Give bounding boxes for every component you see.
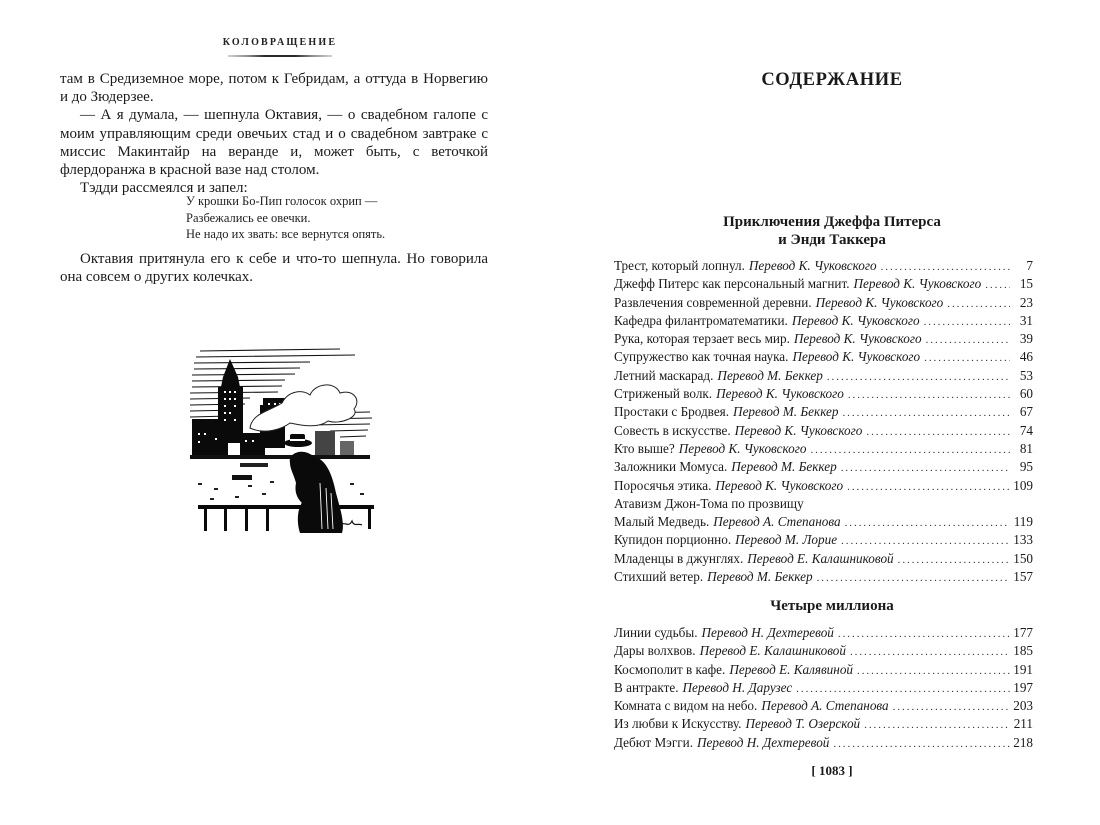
toc-entry[interactable] [614,257,1033,275]
toc-entry-title: Дары волхвов. [614,643,696,659]
toc-entry[interactable] [614,312,1033,330]
toc-entry[interactable] [614,715,1033,733]
dot-leader [842,404,1010,421]
toc-entry[interactable] [614,477,1033,495]
toc-entry-title: Кто выше? [614,440,675,456]
toc-entry-translator: Перевод К. Чуковского [815,294,944,310]
dot-leader [810,441,1010,458]
toc-entry-translator: Перевод А. Степанова [713,514,841,530]
toc-entry-translator: Перевод Н. Дехтеревой [697,734,830,750]
toc-entry-page: 74 [1019,422,1033,438]
dot-leader [924,349,1010,366]
paragraph: там в Средиземное море, потом к Гебридам, а оттуда в Норвегию и до Зюдерзее. [60,71,488,106]
toc-entry[interactable] [614,679,1033,697]
toc-entry-translator: Перевод Н. Дехтеревой [701,625,834,640]
right-page [550,0,1100,825]
toc-list-section-1 [614,257,1033,586]
toc-entry-title: Из любви к Искусству. [614,716,742,732]
toc-entry[interactable] [614,275,1033,293]
signature-scribble [340,521,362,527]
toc-entry-translator: Перевод Е. Калашниковой [699,643,846,659]
toc-entry[interactable] [614,440,1033,458]
toc-entry-page: 31 [1019,312,1033,328]
toc-entry[interactable] [614,624,1033,642]
toc-entry-translator: Перевод К. Чуковского [748,258,877,273]
toc-entry-translator: Перевод К. Чуковского [791,312,920,328]
toc-entry-translator: Перевод К. Чуковского [715,477,844,493]
toc-entry-page: 81 [1019,440,1033,456]
toc-entry-title: Космополит в кафе. [614,661,726,677]
toc-entry-translator: Перевод М. Беккер [731,459,837,475]
toc-entry-page: 7 [1026,258,1033,273]
dot-leader [850,643,1010,660]
toc-entry-translator: Перевод М. Беккер [717,367,823,383]
paragraph: Тэдди рассмеялся и запел: [80,180,248,197]
dot-leader [866,423,1010,440]
section-title-line: Приключения Джеффа Питерса [723,214,941,230]
toc-entry-translator: Перевод Т. Озерской [745,716,861,732]
dot-leader [848,386,1010,403]
page-number: [ 1083 ] [811,763,853,778]
toc-entry-page: 133 [1013,532,1033,548]
toc-entry-title: Кафедра филантроматематики. [614,312,788,328]
toc-entry[interactable] [614,661,1033,679]
toc-entry-page: 211 [1013,716,1033,732]
toc-entry-page: 119 [1013,514,1033,530]
toc-entry[interactable] [614,495,1033,513]
toc-entry-title: Стихший ветер. [614,569,704,585]
toc-entry[interactable] [614,458,1033,476]
toc-entry[interactable] [614,348,1033,366]
toc-entry-translator: Перевод А. Степанова [761,698,889,714]
toc-entry[interactable] [614,550,1033,568]
toc-entry-translator: Перевод К. Чуковского [678,440,807,456]
toc-entry[interactable] [614,642,1033,660]
toc-entry-page: 197 [1013,679,1033,695]
poem-line: Не надо их звать: все вернутся опять. [186,227,386,241]
running-head: КОЛОВРАЩЕНИЕ [222,37,338,48]
dot-leader [827,368,1010,385]
dot-leader [881,258,1010,275]
toc-entry-title: Простаки с Бродвея. [614,404,730,420]
toc-entry-translator: Перевод М. Лорие [735,532,838,548]
section-title-line: Четыре миллиона [770,598,894,614]
toc-entry-title: Супружество как точная наука. [614,349,789,365]
paragraph: Октавия притянула его к себе и что-то шепнула. Но говорила она совсем о других колечках. [60,251,488,286]
toc-entry-page: 67 [1019,404,1033,420]
toc-section-title [612,597,1052,615]
toc-entry-title: Младенцы в джунглях. [614,550,744,566]
dot-leader [796,680,1010,697]
toc-entry-page: 23 [1019,294,1033,310]
toc-entry-translator: Перевод К. Чуковского [734,422,863,438]
poem-line: У крошки Бо-Пип голосок охрип — [186,194,378,208]
toc-entry-page: 60 [1019,386,1033,402]
section-title-line: и Энди Таккера [778,232,886,248]
toc-entry-title: Рука, которая терзает весь мир. [614,331,790,347]
toc-entry-translator: Перевод К. Чуковского [716,386,844,402]
toc-entry[interactable] [614,385,1033,403]
toc-entry[interactable] [614,422,1033,440]
toc-entry[interactable] [614,531,1033,549]
toc-entry-translator: Перевод М. Беккер [707,569,813,585]
toc-entry-translator: Перевод К. Чуковского [853,276,982,292]
toc-entry-page: 39 [1019,331,1033,347]
dot-leader [893,698,1010,715]
header-rule-divider [228,55,332,57]
dot-leader [857,662,1010,679]
toc-entry-title: Поросячья этика. [614,477,712,493]
toc-entry-page: 218 [1013,734,1033,750]
toc-entry-page: 109 [1013,477,1033,493]
toc-entry-page: 46 [1019,349,1033,365]
dot-leader [817,569,1010,586]
dot-leader [947,295,1010,312]
toc-entry[interactable] [614,403,1033,421]
toc-title: СОДЕРЖАНИЕ [761,70,903,90]
toc-entry[interactable] [614,568,1033,586]
toc-list-section-2 [614,624,1033,752]
toc-entry-title: Развлечения современной деревни. [614,294,812,310]
toc-entry-translator: Перевод Н. Дарузес [682,679,793,695]
dot-leader [833,735,1010,752]
toc-entry-title: Совесть в искусстве. [614,422,731,438]
toc-entry-translator: Перевод Е. Калявиной [729,661,854,677]
toc-entry[interactable] [614,367,1033,385]
toc-entry-translator: Перевод К. Чуковского [793,331,922,347]
toc-entry-translator: Перевод К. Чуковского [792,349,921,365]
toc-entry-title: Летний маскарад. [614,367,714,383]
toc-entry-title: Трест, который лопнул. [614,258,745,273]
toc-entry-page: 157 [1013,569,1033,585]
toc-entry[interactable] [614,330,1033,348]
toc-entry-title: В антракте. [614,679,679,695]
dot-leader [898,551,1010,568]
toc-entry-title: Дебют Мэгги. [614,734,694,750]
toc-entry-translator: Перевод М. Беккер [733,404,839,420]
toc-entry-page: 150 [1013,550,1033,566]
toc-entry-title: Комната с видом на небо. [614,698,758,714]
dot-leader [845,514,1010,531]
dot-leader [847,478,1010,495]
toc-entry-page: 177 [1013,625,1033,640]
toc-entry-title: Купидон порционно. [614,532,732,548]
toc-entry-title: Малый Медведь. [614,514,710,530]
toc-entry[interactable] [614,513,1033,531]
dot-leader [985,276,1010,293]
dot-leader [926,331,1010,348]
toc-entry-title: Атавизм Джон-Тома по прозвищу [614,495,804,511]
toc-entry[interactable] [614,697,1033,715]
dot-leader [864,716,1010,733]
toc-entry-title: Стриженый волк. [614,386,713,402]
illustration-city-man-railing [190,343,374,533]
toc-entry-title: Джефф Питерс как персональный магнит. [614,276,850,292]
toc-section-title [612,213,1052,249]
toc-entry[interactable] [614,734,1033,752]
dot-leader [924,313,1010,330]
toc-entry[interactable] [614,294,1033,312]
toc-entry-page: 15 [1019,276,1033,292]
toc-entry-page: 53 [1019,367,1033,383]
poem-line: Разбежались ее овечки. [186,210,311,225]
dot-leader [838,625,1010,642]
paragraph: — А я думала, — шепнула Октавия, — о свадебном галопе с моим управляющим среди овечьих стад и о свадебном завтраке с миссис Макинтайр на веранде и, может быть, с веточкой флердоранжа в красной вазе над столом. [60,107,488,179]
body-text-top [60,70,488,197]
toc-entry-title: Линии судьбы. [614,625,698,640]
toc-entry-translator: Перевод Е. Калашниковой [747,550,894,566]
dot-leader [841,532,1010,549]
body-text-bottom [60,250,488,286]
toc-entry-page: 203 [1013,698,1033,714]
poem-stanza [186,193,385,243]
toc-entry-page: 95 [1019,459,1033,475]
toc-entry-page: 185 [1013,643,1033,659]
dot-leader [841,459,1010,476]
toc-entry-title: Заложники Момуса. [614,459,728,475]
toc-entry-page: 191 [1013,661,1033,677]
